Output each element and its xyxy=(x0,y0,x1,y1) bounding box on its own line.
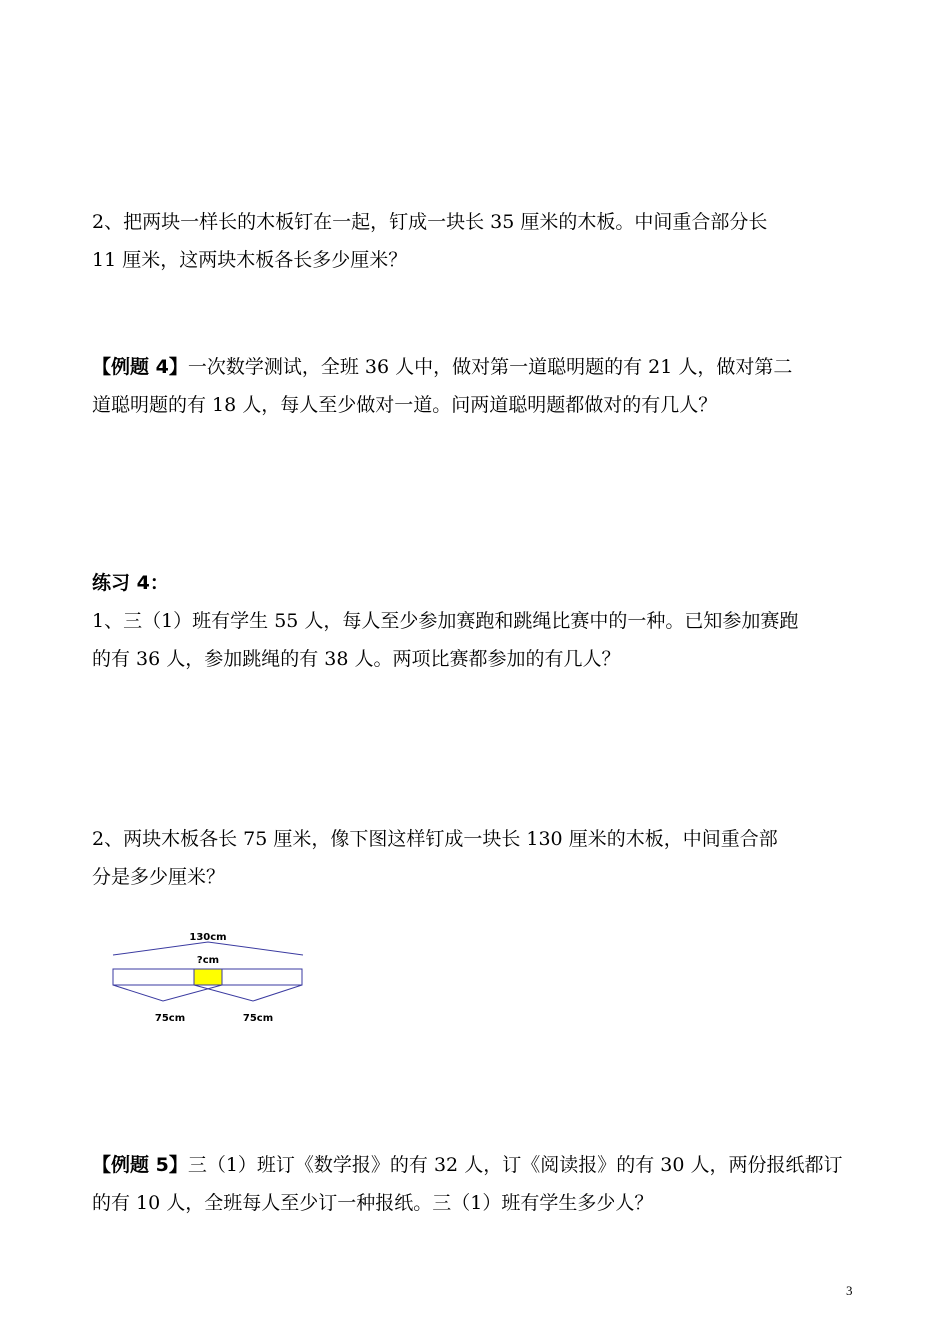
example-5-line-1: 三（1）班订《数学报》的有 32 人，订《阅读报》的有 30 人，两份报纸都订 xyxy=(187,1154,843,1176)
example-4-line-1: 一次数学测试，全班 36 人中，做对第一道聪明题的有 21 人，做对第二 xyxy=(187,356,793,378)
example-4 xyxy=(92,348,862,424)
practice-4-problem-2-line-1: 2、两块木板各长 75 厘米，像下图这样钉成一块长 130 厘米的木板，中间重合部 xyxy=(92,828,778,850)
example-4-label: 【例题 4】 xyxy=(92,356,188,378)
practice-4-problem-1-line-2: 的有 36 人，参加跳绳的有 38 人。两项比赛都参加的有几人？ xyxy=(92,648,621,670)
example-4-line-2: 道聪明题的有 18 人，每人至少做对一道。问两道聪明题都做对的有几人？ xyxy=(92,394,718,416)
example-5-label: 【例题 5】 xyxy=(92,1154,188,1176)
left-board-label: 75cm xyxy=(154,1013,186,1024)
overlap-length-label: ?cm xyxy=(196,955,220,966)
practice-4-problem-2 xyxy=(92,820,862,896)
overlap-region xyxy=(194,969,222,985)
total-length-label: 130cm xyxy=(189,932,227,943)
total-length-brace xyxy=(113,942,303,955)
problem-2 xyxy=(92,203,862,279)
example-5-line-2: 的有 10 人，全班每人至少订一种报纸。三（1）班有学生多少人？ xyxy=(92,1192,654,1214)
practice-4-problem-1 xyxy=(92,602,862,678)
practice-4-heading: 练习 4： xyxy=(92,572,169,594)
practice-4-problem-2-line-2: 分是多少厘米？ xyxy=(92,866,226,888)
example-5 xyxy=(92,1146,862,1222)
left-board-brace xyxy=(113,985,222,1001)
problem-2-line-1: 2、把两块一样长的木板钉在一起，钉成一块长 35 厘米的木板。中间重合部分长 xyxy=(92,211,768,233)
right-board-label: 75cm xyxy=(242,1013,274,1024)
right-board-brace xyxy=(194,985,302,1001)
page-number: 3 xyxy=(846,1283,853,1298)
problem-2-line-2: 11 厘米，这两块木板各长多少厘米？ xyxy=(92,249,408,271)
board-overlap-diagram xyxy=(108,925,308,1030)
practice-4-problem-1-line-1: 1、三（1）班有学生 55 人，每人至少参加赛跑和跳绳比赛中的一种。已知参加赛跑 xyxy=(92,610,799,632)
